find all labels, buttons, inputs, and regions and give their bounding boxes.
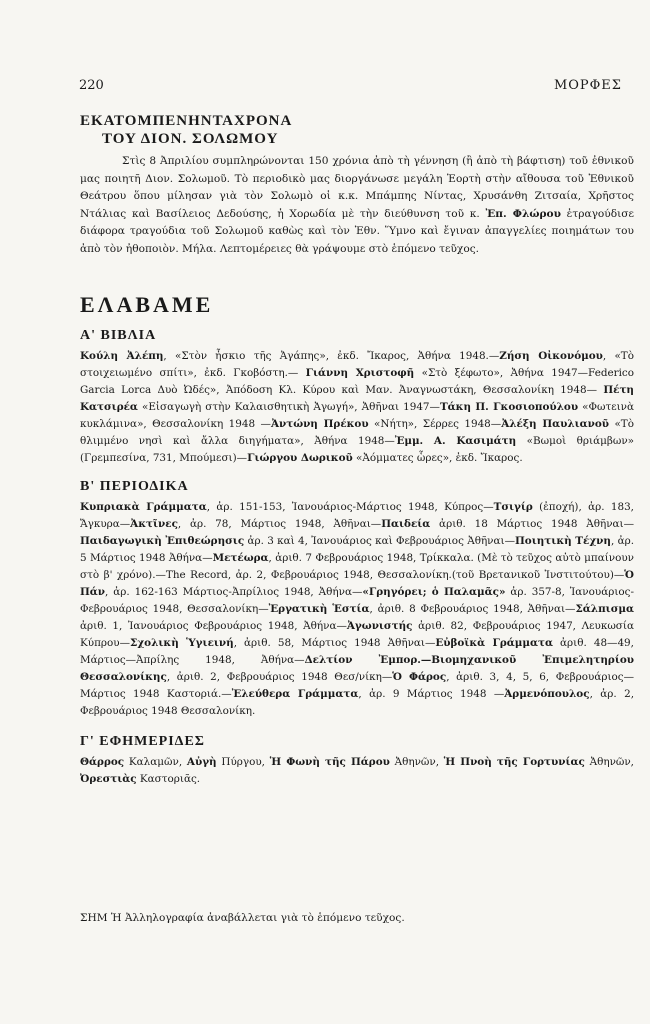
section-heading-periodicals: Β' ΠΕΡΙΟΔΙΚΑ [80, 479, 189, 494]
page-content [80, 112, 634, 788]
periodicals-segment: , ἀρ. 162-163 Μάρτιος-Ἀπρίλιος 1948, Ἀθήνα— [105, 586, 363, 598]
periodicals-segment: (ἐποχή), ἀρ. 183, Ἄγκυρα— [80, 501, 634, 530]
books-segment: «Εἰσαγωγὴ στὴν Καλαισθητικὴ Ἀγωγή», Ἀθῆναι 1947— [137, 401, 440, 413]
books-segment: «Τὸ θλιμμένο νησὶ καὶ ἄλλα διηγήματα», Ἀθήνα 1948— [80, 418, 634, 447]
announcement-body [80, 153, 634, 258]
periodicals-segment: Παιδεία [381, 518, 431, 530]
books-segment: , «Στὸν ἦσκιο τῆς Ἀγάπης», ἐκδ. Ἴκαρος, Ἀθήνα 1948.— [163, 350, 500, 362]
books-segment: «Στὸ ξέφωτο», Ἀθήνα 1947—Federico Garcia Lorca Δυὸ Ὠδές», Ἀπόδοση Κλ. Κύρου καὶ Μαν. Ἀναγνωστάκη, Θεσσαλονίκη 1948— [80, 367, 635, 396]
books-segment: , «Τὸ στοιχειωμένο σπίτι», ἐκδ. Γκοβόστη.— [80, 350, 634, 379]
books-segment: Τάκη Π. Γκοσιοπούλου [439, 401, 579, 413]
periodicals-segment: Μετέωρα [212, 552, 269, 564]
periodicals-segment: , ἀριθ. 3, 4, 5, 6, Φεβρουάριος—Μάρτιος 1948 Καστοριά.— [80, 671, 634, 700]
books-segment: Γιάννη Χριστοφῆ [305, 367, 415, 379]
periodicals-segment: ἀρ. 357-8, Ἰανουάριος-Φεβρουάριος 1948, Θεσσαλονίκη— [80, 586, 634, 615]
periodicals-segment: Δελτίον Ἐμπορ.—Βιομηχανικοῦ Ἐπιμελητηρίου Θεσσαλονίκης [80, 654, 634, 683]
periodicals-segment: Ποιητικὴ Τέχνη [514, 535, 611, 547]
section-heading-newspapers: Γ' ΕΦΗΜΕΡΙΔΕΣ [80, 734, 205, 749]
periodicals-segment: Ἀκτῖνες [130, 518, 178, 530]
periodicals-segment: Σάλπισμα [575, 603, 634, 615]
newspapers-list [80, 754, 634, 788]
periodicals-segment: Ὁ Φάρος [392, 671, 447, 683]
announcement-title-line-2: ΤΟΥ ΔΙΟΝ. ΣΟΛΩΜΟΥ [102, 131, 279, 147]
running-title: ΜΟΡΦΕΣ [553, 78, 622, 93]
newspapers-segment: Θάρρος [80, 756, 125, 768]
periodicals-segment: , ἀριθ. 7 Φεβρουάριος 1948, Τρίκκαλα. (Μὲ τὸ τεῦχος αὐτὸ μπαίνουν στὸ β' χρόνο).—The Record, ἀρ. 2, Φεβρουάριος 1948, Θεσσαλονίκη.(τοῦ Βρετανικοῦ Ἰνστιτούτου)— [80, 552, 634, 581]
periodicals-segment: «Γρηγόρει; ὁ Παλαμᾶς» [362, 586, 506, 598]
announcement-text-2: ἐτραγούδισε διάφορα τραγούδια τοῦ Σολωμοῦ καθὼς καὶ τὸν Ἐθν. Ὕμνο καὶ ἔγιναν ἀπαγγελίες ποιημάτων του ἀπὸ τὸν ἠθοποιὸν. Μήλα. Λεπτομέρειες θὰ γράψουμε στὸ ἑπόμενο τεῦχος. [80, 207, 635, 255]
periodicals-segment: Ὁ Πάν [80, 569, 634, 598]
books-segment: Κούλη Ἀλέπη [80, 350, 164, 362]
periodicals-segment: ἀρ. 3 καὶ 4, Ἰανουάριος καὶ Φεβρουάριος Ἀθῆναι— [244, 535, 515, 547]
periodicals-segment: ἀριθ. 1, Ἰανουάριος Φεβρουάριος 1948, Ἀθήνα— [80, 620, 347, 632]
books-segment: «Φωτεινὰ κυκλάμινα», Θεσσαλονίκη 1948 — [80, 401, 634, 430]
periodicals-segment: , ἀρ. 151-153, Ἰανουάριος-Μάρτιος 1948, Κύπρος— [206, 501, 494, 513]
newspapers-segment: Καστοριᾶς. [136, 773, 201, 785]
books-segment: Ἀντώνη Πρέκου [270, 418, 369, 430]
periodicals-segment: Ἐλεύθερα Γράμματα [231, 688, 359, 700]
periodicals-segment: , ἀρ. 5 Μάρτιος 1948 Ἀθήνα— [80, 535, 634, 564]
periodicals-list [80, 499, 634, 720]
periodicals-segment: Εὐβοϊκὰ Γράμματα [435, 637, 553, 649]
footnote: ΣΗΜ Ἡ Ἀλληλογραφία ἀναβάλλεται γιὰ τὸ ἑπόμενο τεῦχος. [80, 912, 405, 924]
books-list [80, 348, 634, 467]
newspapers-segment: Ἀθηνῶν, [584, 756, 634, 768]
newspapers-segment: Καλαμῶν, [124, 756, 187, 768]
periodicals-segment: ἀριθ. 82, Φεβρουάριος 1947, Λευκωσία Κύπρου— [80, 620, 634, 649]
section-heading-books: Α' ΒΙΒΛΙΑ [80, 328, 157, 343]
books-segment: Ζήση Οἰκονόμου [499, 350, 603, 362]
books-segment: Ἀλέξη Παυλιανοῦ [501, 418, 609, 430]
newspapers-segment: Ἡ Φωνὴ τῆς Πάρου [269, 756, 390, 768]
periodicals-segment: Ἐργατικὴ Ἑστία [268, 603, 370, 615]
announcement-title-line-1: ΕΚΑΤΟΜΠΕΝΗΝΤΑΧΡΟΝΑ [80, 113, 293, 129]
periodicals-segment: Κυπριακὰ Γράμματα [80, 501, 207, 513]
periodicals-segment: ἀριθ. 48—49, Μάρτιος—Ἀπρίλης 1948, Ἀθήνα— [80, 637, 634, 666]
periodicals-segment: Ἀρμενόπουλος [504, 688, 590, 700]
periodicals-segment: , ἀρ. 78, Μάρτιος 1948, Ἀθῆναι— [177, 518, 382, 530]
page-number: 220 [79, 78, 104, 93]
received-heading: ΕΛΑΒΑΜΕ [80, 292, 214, 317]
periodicals-segment: Σχολικὴ Ὑγιεινή [129, 637, 234, 649]
newspapers-segment: Πύργου, [216, 756, 270, 768]
announcement-title [80, 112, 634, 148]
periodicals-segment: ἀριθ. 18 Μάρτιος 1948 Ἀθῆναι— [430, 518, 634, 530]
periodicals-segment: Τσιγίρ [493, 501, 533, 513]
newspapers-segment: Ἀθηνῶν, [389, 756, 444, 768]
announcement-text-1: Στὶς 8 Ἀπριλίου συμπληρώνονται 150 χρόνια ἀπὸ τὴ γέννηση (ἢ ἀπὸ τὴ βάφτιση) τοῦ ἐθνικοῦ μας ποιητῆ Διον. Σολωμοῦ. Τὸ περιοδικὸ μας διοργάνωσε μεγάλη Ἑορτὴ στὴν αἴθουσα τοῦ Ἐθνικοῦ Θεάτρου ὅπου μίλησαν γιὰ τὸν Σολωμὸ οἱ κ.κ. Μπάμπης Νίντας, Χρυσάνθη Ζιτσαία, Χρῆστος Ντάλιας καὶ Βασίλειος Δεδούσης, ἡ Χορωδία μὲ τὴν διεύθυνση τοῦ κ. [80, 155, 634, 220]
books-segment: «Νήτη», Σέρρες 1948— [368, 418, 502, 430]
periodicals-segment: , ἀρ. 2, Φεβρουάριος 1948 Θεσσαλονίκη. [80, 688, 635, 717]
periodicals-segment: Ἀγωνιστής [346, 620, 413, 632]
periodicals-segment: , ἀριθ. 8 Φεβρουάριος 1948, Ἀθῆναι— [369, 603, 576, 615]
newspapers-segment: Αὐγὴ [186, 756, 217, 768]
periodicals-segment: , ἀρ. 9 Μάρτιος 1948 — [358, 688, 505, 700]
newspapers-segment: Ὀρεστιὰς [80, 773, 137, 785]
books-segment: Πέτη Κατσιρέα [80, 384, 634, 413]
periodicals-segment: Παιδαγωγικὴ Ἐπιθεώρησις [80, 535, 245, 547]
books-segment: «Ἀόμματες ὧρες», ἐκδ. Ἴκαρος. [352, 452, 523, 464]
books-segment: Ἐμμ. Α. Κασιμάτη [394, 435, 517, 447]
announcement-text-bold: Ἐπ. Φλώρου [485, 207, 561, 220]
books-segment: «Βωμοὶ θριάμβων» (Γρεμπεσίνα, 731, Μπούμεσι)— [80, 435, 634, 464]
newspapers-segment: Ἡ Πνοὴ τῆς Γορτυνίας [443, 756, 585, 768]
periodicals-segment: , ἀριθ. 58, Μάρτιος 1948 Ἀθῆναι— [233, 637, 436, 649]
periodicals-segment: , ἀριθ. 2, Φεβρουάριος 1948 Θεσ/νίκη— [166, 671, 393, 683]
books-segment: Γιώργου Δωρικοῦ [247, 452, 353, 464]
